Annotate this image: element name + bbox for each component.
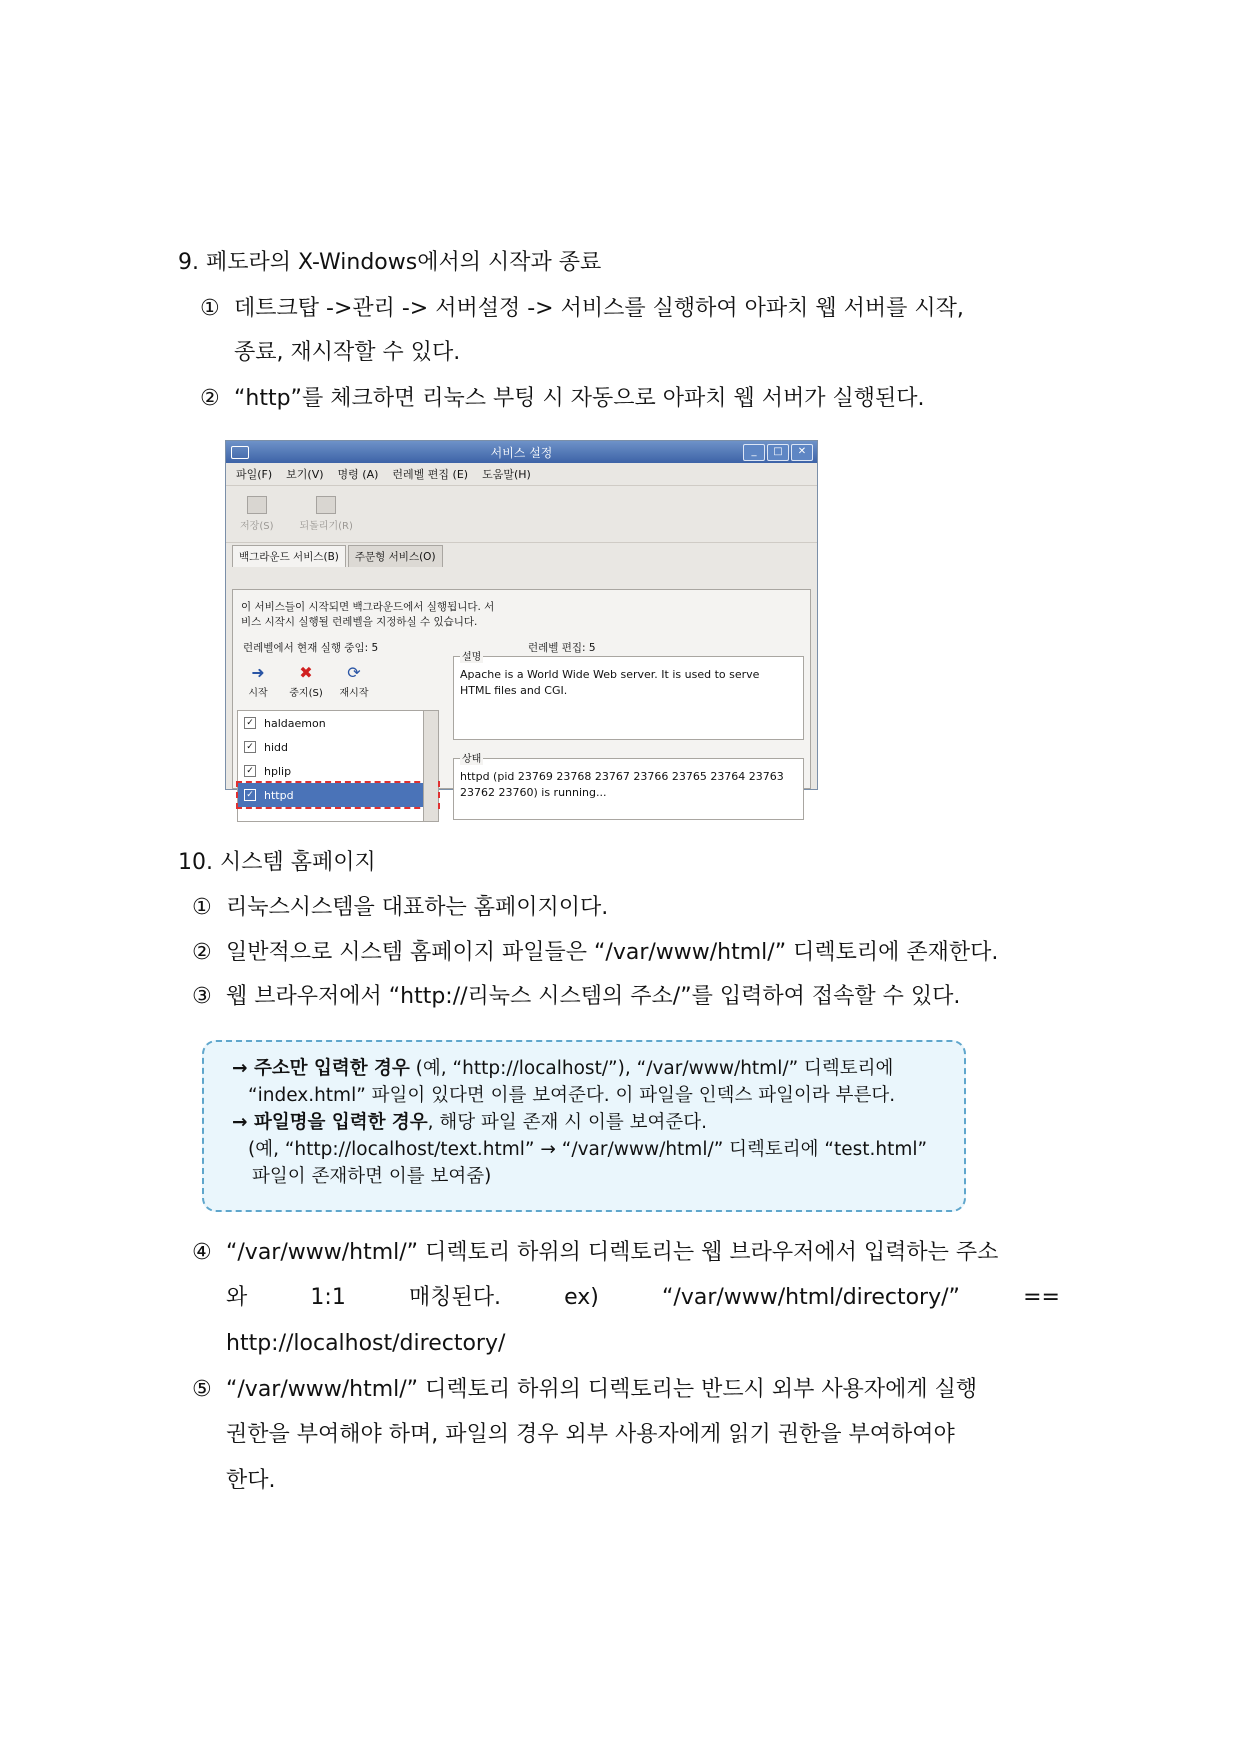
revert-icon [316, 496, 336, 514]
stop-icon: ✖ [299, 663, 313, 682]
item-marker: ② [192, 940, 212, 965]
item-marker: ④ [192, 1240, 212, 1265]
section-9-heading: 9. 페도라의 X-Windows에서의 시작과 종료 [178, 250, 602, 275]
checkbox[interactable]: ✓ [244, 717, 256, 729]
section-10-heading: 10. 시스템 홈페이지 [178, 850, 376, 875]
menu-action[interactable]: 명령 (A) [337, 468, 379, 481]
stop-button[interactable]: ✖ 중지(S) [289, 663, 323, 699]
scrollbar[interactable] [423, 711, 438, 821]
menu-edit-runlevel[interactable]: 런레벨 편집 (E) [392, 468, 469, 481]
checkbox[interactable]: ✓ [244, 789, 256, 801]
info-row-2: “index.html” 파일이 있다면 이를 보여준다. 이 파일을 인덱스 파일이라 부른다. [248, 1085, 896, 1106]
revert-button[interactable]: 되돌리기(R) [299, 496, 352, 532]
start-button[interactable]: ➜ 시작 [248, 663, 268, 699]
tab-background-services[interactable]: 백그라운드 서비스(B) [232, 545, 346, 567]
section-10-item-3: ③ 웹 브라우저에서 “http://리눅스 시스템의 주소/”를 입력하여 접속할 수 있다. [192, 982, 960, 1012]
section-9-item-1: ① 데트크탑 ->관리 -> 서버설정 -> 서비스를 실행하여 아파치 웹 서버를 시작, [200, 294, 964, 324]
list-item[interactable]: ✓ hplip [238, 759, 438, 783]
status-group: 상태 httpd (pid 23769 23768 23767 23766 23765 23764 23763 23762 23760) is running... [453, 758, 804, 820]
service-list [237, 710, 439, 822]
toolbar [226, 486, 817, 543]
section-10-item-4: ④ “/var/www/html/” 디렉토리 하위의 디렉토리는 웹 브라우저에서 입력하는 주소 [192, 1238, 998, 1268]
list-item-selected[interactable]: ✓ httpd [238, 783, 438, 807]
item-marker: ⑤ [192, 1377, 212, 1402]
section-10-item-5: ⑤ “/var/www/html/” 디렉토리 하위의 디렉토리는 반드시 외부 사용자에게 실행 [192, 1375, 977, 1405]
item-marker: ② [200, 386, 220, 411]
save-icon [247, 496, 267, 514]
services-pane [232, 589, 811, 802]
window-titlebar [226, 441, 817, 463]
section-10-item-5-cont: 권한을 부여해야 하며, 파일의 경우 외부 사용자에게 읽기 권한을 부여하여야 [226, 1422, 955, 1447]
arrow-right-icon: ➜ [251, 663, 265, 682]
refresh-icon: ⟳ [347, 663, 361, 682]
close-icon[interactable]: ✕ [791, 444, 813, 461]
menu-view[interactable]: 보기(V) [286, 468, 324, 481]
section-9-item-2: ② “http”를 체크하면 리눅스 부팅 시 자동으로 아파치 웹 서버가 실행된다. [200, 384, 924, 414]
tab-on-demand-services[interactable]: 주문형 서비스(O) [348, 545, 443, 567]
edit-runlevel: 런레벨 편집: 5 [528, 642, 596, 654]
menu-file[interactable]: 파일(F) [236, 468, 273, 481]
info-row-3: → 파일명을 입력한 경우, 해당 파일 존재 시 이를 보여준다. [232, 1112, 708, 1133]
description-group: 설명 Apache is a World Wide Web server. It is used to serve HTML files and CGI. [453, 656, 804, 740]
item-marker: ① [200, 296, 220, 321]
section-10-item-1: ① 리눅스시스템을 대표하는 홈페이지이다. [192, 893, 608, 923]
info-row-1: → 주소만 입력한 경우 (예, “http://localhost/”), “/var/www/html/” 디렉토리에 [232, 1058, 894, 1079]
checkbox[interactable]: ✓ [244, 765, 256, 777]
current-runlevel: 런레벨에서 현재 실행 중임: 5 [243, 642, 379, 654]
info-row-5: 파일이 존재하면 이를 보여줌) [252, 1166, 492, 1187]
item-marker: ③ [192, 984, 212, 1009]
list-item[interactable]: ✓ haldaemon [238, 711, 438, 735]
menubar [226, 463, 817, 486]
section-10-item-5-end: 한다. [226, 1468, 276, 1493]
list-item[interactable]: ✓ hidd [238, 735, 438, 759]
pane-description: 이 서비스들이 시작되면 백그라운드에서 실행됩니다. 서 비스 시작시 실행될 런레벨을 지정하실 수 있습니다. [241, 601, 495, 628]
item-marker: ① [192, 895, 212, 920]
section-10-item-4-url: http://localhost/directory/ [226, 1331, 506, 1356]
maximize-icon[interactable]: □ [767, 444, 789, 461]
minimize-icon[interactable]: _ [743, 444, 765, 461]
section-10-item-4-cont: 와 1:1 매칭된다. ex) “/var/www/html/directory/” == [226, 1285, 1060, 1310]
service-config-window [225, 440, 818, 802]
info-row-4: (예, “http://localhost/text.html” → “/var/www/html/” 디렉토리에 “test.html” [248, 1139, 928, 1160]
section-10-item-2: ② 일반적으로 시스템 홈페이지 파일들은 “/var/www/html/” 디렉토리에 존재한다. [192, 938, 998, 968]
info-box [202, 1040, 966, 1212]
restart-button[interactable]: ⟳ 재시작 [339, 663, 369, 699]
checkbox[interactable]: ✓ [244, 741, 256, 753]
menu-help[interactable]: 도움말(H) [482, 468, 531, 481]
section-9-item-1-cont: 종료, 재시작할 수 있다. [234, 340, 461, 365]
window-title: 서비스 설정 [490, 446, 553, 460]
tab-strip [226, 543, 817, 567]
save-button[interactable]: 저장(S) [240, 496, 273, 532]
